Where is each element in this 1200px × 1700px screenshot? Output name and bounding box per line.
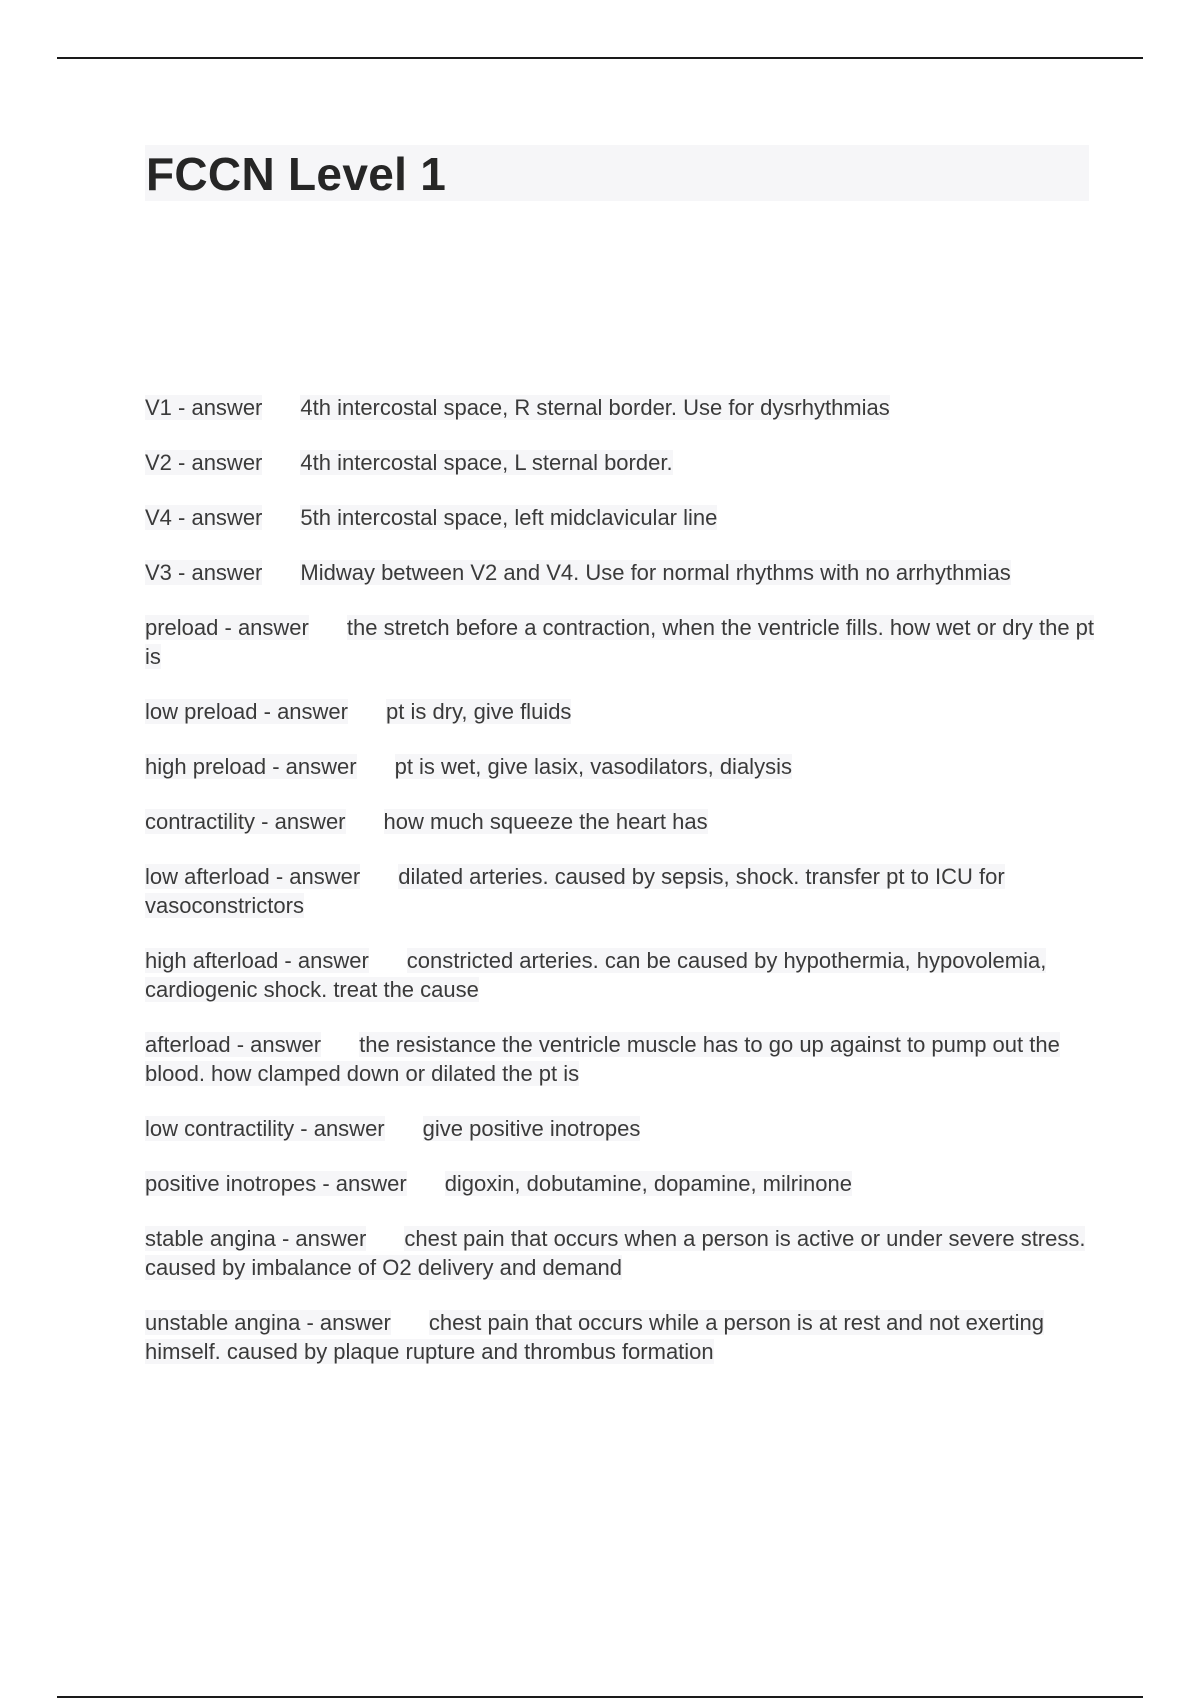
card-definition: 4th intercostal space, L sternal border. bbox=[300, 450, 673, 475]
card-definition: chest pain that occurs while a person is at rest and not exerting himself. caused by plaque rupture and thrombus formation bbox=[145, 1310, 1044, 1364]
card-definition: pt is dry, give fluids bbox=[385, 699, 572, 724]
flashcard bbox=[145, 1030, 1095, 1088]
card-term: low contractility - answer bbox=[145, 1116, 385, 1141]
flashcard bbox=[145, 503, 1095, 532]
card-term: contractility - answer bbox=[145, 809, 346, 834]
card-definition: Midway between V2 and V4. Use for normal rhythms with no arrhythmias bbox=[300, 560, 1011, 585]
card-definition: chest pain that occurs when a person is active or under severe stress. caused by imbalance of O2 delivery and demand bbox=[145, 1226, 1086, 1280]
flashcard bbox=[145, 1224, 1095, 1282]
card-definition: 5th intercostal space, left midclavicular line bbox=[300, 505, 718, 530]
card-term: V4 - answer bbox=[145, 505, 263, 530]
card-definition: 4th intercostal space, R sternal border. Use for dysrhythmias bbox=[300, 395, 890, 420]
card-term: stable angina - answer bbox=[145, 1226, 367, 1251]
flashcard bbox=[145, 558, 1095, 587]
flashcard bbox=[145, 862, 1095, 920]
card-term: high afterload - answer bbox=[145, 948, 369, 973]
flashcard bbox=[145, 448, 1095, 477]
card-term: unstable angina - answer bbox=[145, 1310, 391, 1335]
flashcard bbox=[145, 613, 1095, 671]
card-term: V1 - answer bbox=[145, 395, 263, 420]
card-definition: pt is wet, give lasix, vasodilators, dialysis bbox=[394, 754, 792, 779]
card-definition: how much squeeze the heart has bbox=[383, 809, 708, 834]
card-term: afterload - answer bbox=[145, 1032, 322, 1057]
flashcard bbox=[145, 807, 1095, 836]
card-term: V2 - answer bbox=[145, 450, 263, 475]
card-term: high preload - answer bbox=[145, 754, 357, 779]
flashcard bbox=[145, 1308, 1095, 1366]
flashcard bbox=[145, 393, 1095, 422]
document-title: FCCN Level 1 bbox=[146, 148, 447, 200]
flashcard bbox=[145, 1114, 1095, 1143]
card-term: positive inotropes - answer bbox=[145, 1171, 407, 1196]
flashcard bbox=[145, 1169, 1095, 1198]
card-term: low preload - answer bbox=[145, 699, 348, 724]
flashcard bbox=[145, 697, 1095, 726]
card-term: low afterload - answer bbox=[145, 864, 361, 889]
top-rule bbox=[57, 57, 1143, 59]
card-definition: the resistance the ventricle muscle has to go up against to pump out the blood. how clamped down or dilated the pt is bbox=[145, 1032, 1060, 1086]
card-definition: give positive inotropes bbox=[422, 1116, 641, 1141]
card-term: preload - answer bbox=[145, 615, 309, 640]
card-definition: the stretch before a contraction, when the ventricle fills. how wet or dry the pt is bbox=[145, 615, 1095, 669]
flashcard-list bbox=[145, 393, 1095, 1392]
card-definition: dilated arteries. caused by sepsis, shock. transfer pt to ICU for vasoconstrictors bbox=[145, 864, 1005, 918]
flashcard bbox=[145, 946, 1095, 1004]
flashcard bbox=[145, 752, 1095, 781]
bottom-rule bbox=[57, 1696, 1143, 1698]
card-term: V3 - answer bbox=[145, 560, 263, 585]
card-definition: constricted arteries. can be caused by hypothermia, hypovolemia, cardiogenic shock. treat the cause bbox=[145, 948, 1047, 1002]
card-definition: digoxin, dobutamine, dopamine, milrinone bbox=[444, 1171, 852, 1196]
